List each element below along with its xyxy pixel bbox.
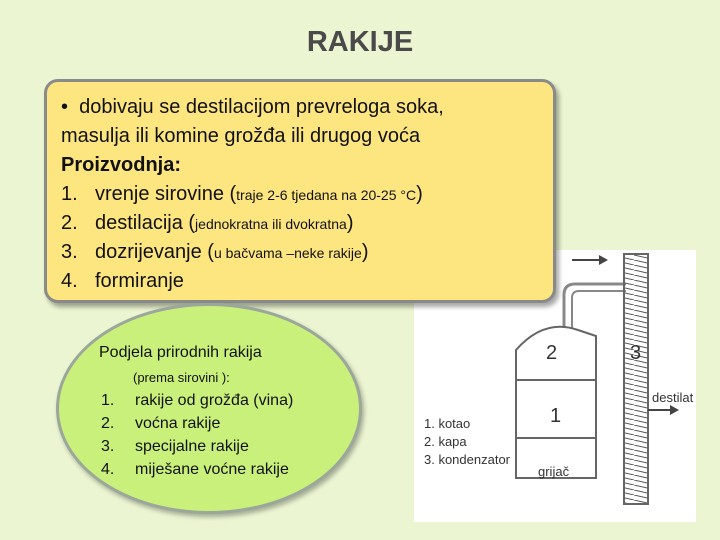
list-item: 1. rakije od grožđa (vina) xyxy=(101,392,294,409)
list-item: 2. voćna rakije xyxy=(101,415,221,432)
oval-subtitle: (prema sirovini ): xyxy=(133,370,230,385)
list-item: 4. miješane voćne rakije xyxy=(101,461,289,478)
legend-item: 1. kotao xyxy=(424,416,471,431)
boiler-number: 1 xyxy=(550,405,562,427)
step-item: 1. vrenje sirovine (traje 2-6 tjedana na 20-25 °C) xyxy=(61,183,423,205)
production-box xyxy=(44,79,556,303)
condenser-number: 3 xyxy=(630,342,642,364)
step-item: 2. destilacija (jednokratna ili dvokratna) xyxy=(61,212,354,234)
step-item: 4. formiranje xyxy=(61,270,184,292)
intro-line-2: masulja ili komine grožđa ili drugog voća xyxy=(61,125,421,147)
classification-oval xyxy=(56,303,362,514)
intro-text: dobivaju se destilacijom prevreloga soka, xyxy=(79,96,444,118)
cap-number: 2 xyxy=(546,342,558,364)
heater-label: grijač xyxy=(538,464,570,479)
legend-item: 2. kapa xyxy=(424,434,467,449)
distillate-label: destilat xyxy=(652,390,694,405)
production-heading: Proizvodnja: xyxy=(61,154,182,176)
legend-item: 3. kondenzator xyxy=(424,452,511,467)
page-title: RAKIJE xyxy=(306,26,414,58)
oval-title: Podjela prirodnih rakija xyxy=(99,344,262,361)
list-item: 3. specijalne rakije xyxy=(101,438,249,455)
condenser-shape xyxy=(624,254,648,504)
intro-line xyxy=(61,96,444,119)
step-item: 3. dozrijevanje (u bačvama –neke rakije) xyxy=(61,241,369,263)
bullet: • xyxy=(61,96,69,118)
